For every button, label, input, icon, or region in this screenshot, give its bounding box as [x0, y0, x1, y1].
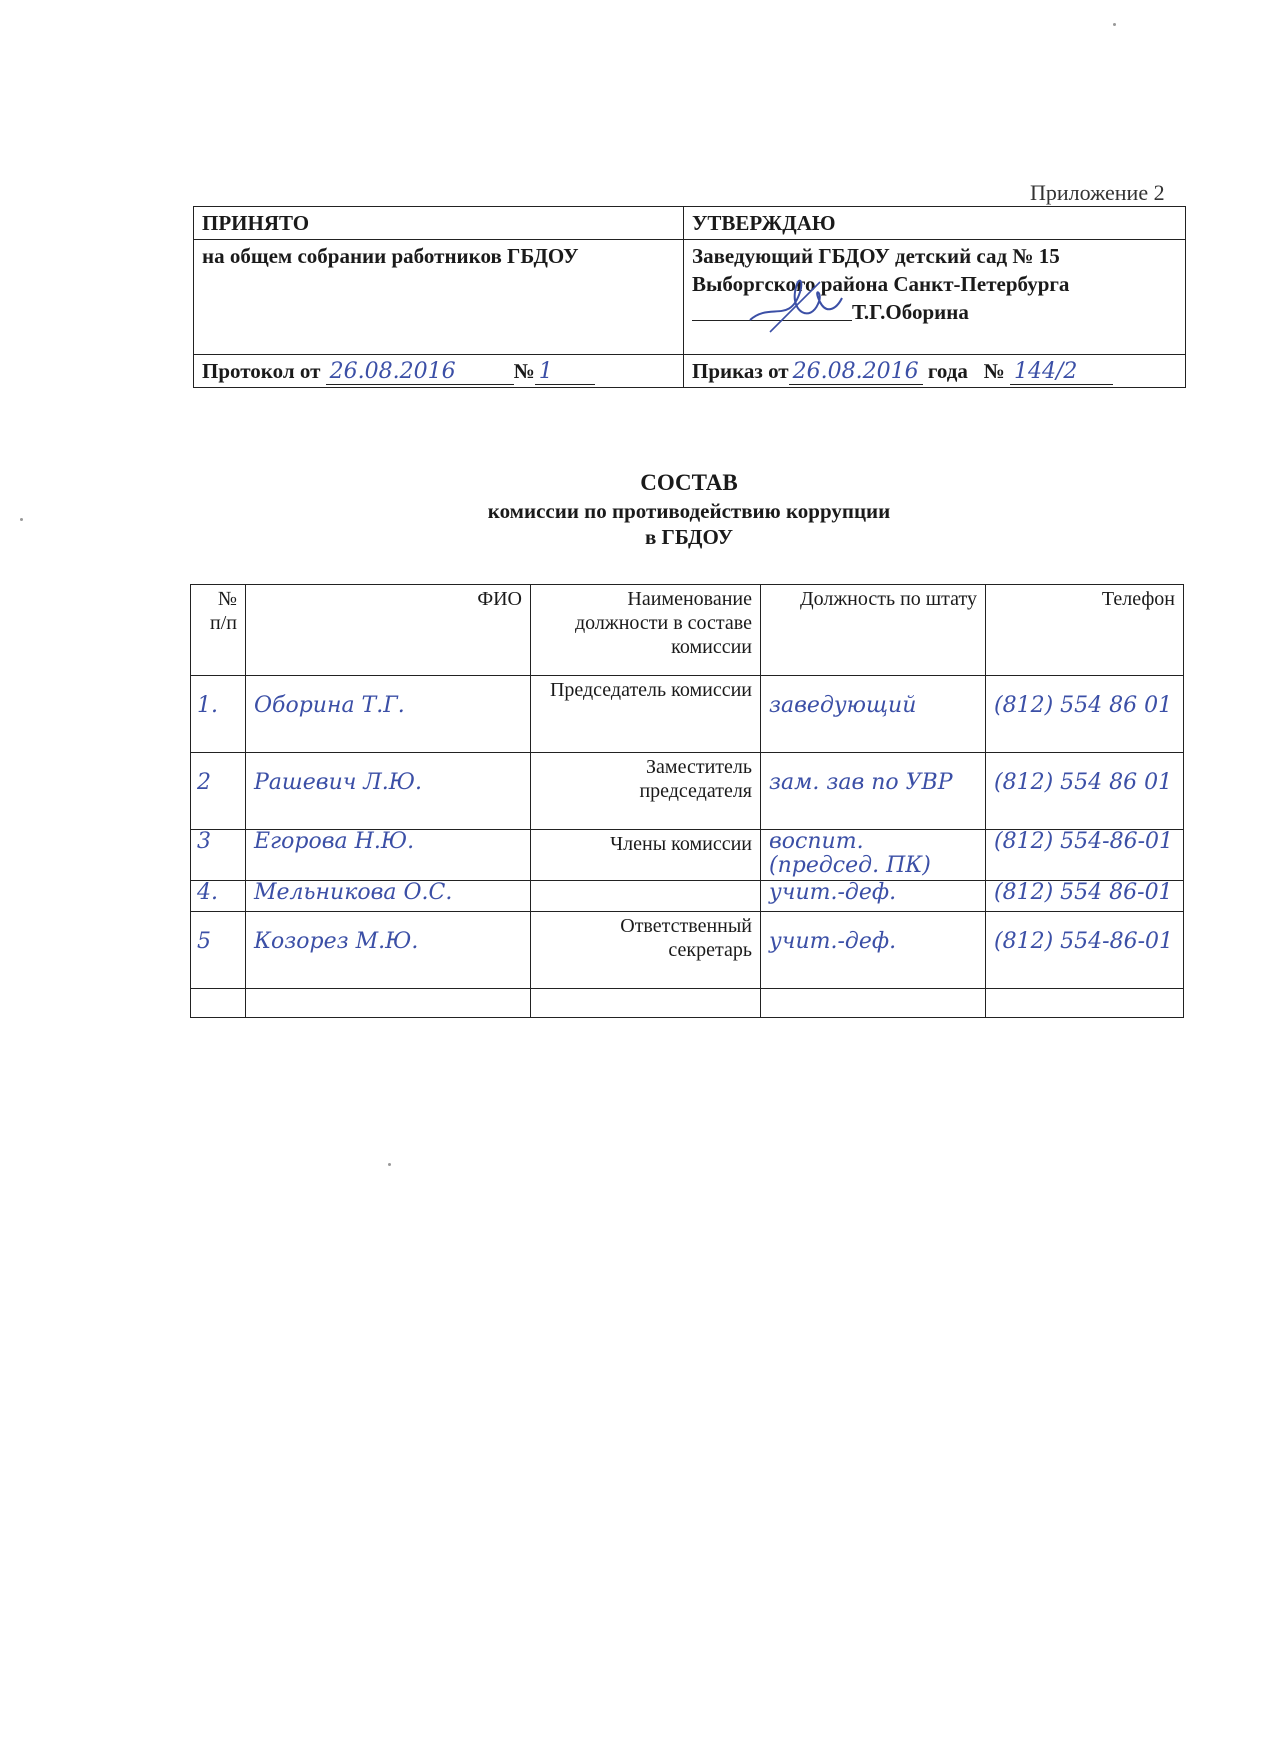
- col-header-num: № п/п: [191, 585, 246, 676]
- head-name: Т.Г.Оборина: [852, 300, 969, 324]
- row-role: Председатель комиссии: [531, 676, 761, 753]
- head-title-line1: Заведующий ГБДОУ детский сад № 15: [692, 244, 1060, 268]
- title-main: СОСТАВ: [640, 470, 738, 495]
- approve-body: [684, 240, 1186, 355]
- order-label: Приказ от: [692, 359, 789, 383]
- col-header-phone: Телефон: [986, 585, 1184, 676]
- scan-speck: [1113, 23, 1116, 26]
- table-row: [191, 881, 1184, 912]
- row-position: воспит. (председ. ПК): [761, 830, 986, 881]
- signature-line: [692, 298, 852, 321]
- row-fio: Егорова Н.Ю.: [246, 830, 531, 881]
- title-line3: в ГБДОУ: [644, 525, 734, 549]
- order-no: 144/2: [1010, 360, 1113, 385]
- row-phone: (812) 554 86 01: [986, 753, 1184, 830]
- row-role: [531, 881, 761, 912]
- appendix-label: Приложение 2: [1030, 180, 1165, 205]
- row-role: [531, 989, 761, 1018]
- row-num: 2: [191, 753, 246, 830]
- row-role: Члены комиссии: [531, 830, 761, 881]
- row-num: 1.: [191, 676, 246, 753]
- approval-table: [193, 206, 1186, 388]
- row-phone: (812) 554 86-01: [986, 881, 1184, 912]
- signature-row: [692, 298, 1177, 326]
- row-position: учит.-деф.: [761, 881, 986, 912]
- row-phone: [986, 989, 1184, 1018]
- order-cell: [684, 355, 1186, 388]
- approve-header: УТВЕРЖДАЮ: [684, 207, 1186, 240]
- scan-speck: [388, 1163, 391, 1166]
- row-fio: [246, 989, 531, 1018]
- row-role: Ответственный секретарь: [531, 912, 761, 989]
- table-row: [191, 912, 1184, 989]
- order-year-label: года: [927, 359, 968, 383]
- row-position: [761, 989, 986, 1018]
- scan-speck: [20, 518, 23, 521]
- row-position: заведующий: [761, 676, 986, 753]
- head-title-line2: Выборгского района Санкт-Петербурга: [692, 272, 1070, 296]
- order-date: 26.08.2016: [789, 360, 923, 385]
- table-row: [191, 830, 1184, 881]
- row-num: [191, 989, 246, 1018]
- row-phone: (812) 554-86-01: [986, 830, 1184, 881]
- col-header-position: Должность по штату: [761, 585, 986, 676]
- row-position: зам. зав по УВР: [761, 753, 986, 830]
- row-fio: Мельникова О.С.: [246, 881, 531, 912]
- row-fio: Козорез М.Ю.: [246, 912, 531, 989]
- table-row: [191, 753, 1184, 830]
- row-fio: Оборина Т.Г.: [246, 676, 531, 753]
- table-header-row: [191, 585, 1184, 676]
- commission-table: [190, 584, 1184, 1018]
- accepted-body: на общем собрании работников ГБДОУ: [194, 240, 684, 355]
- row-position: учит.-деф.: [761, 912, 986, 989]
- row-role: Заместитель председателя: [531, 753, 761, 830]
- row-phone: (812) 554 86 01: [986, 676, 1184, 753]
- row-num: 5: [191, 912, 246, 989]
- row-phone: (812) 554-86-01: [986, 912, 1184, 989]
- row-num: 3: [191, 830, 246, 881]
- table-row: [191, 676, 1184, 753]
- document-title: [193, 468, 1185, 550]
- protocol-no-label: №: [513, 359, 535, 383]
- table-row-empty: [191, 989, 1184, 1018]
- accepted-header: ПРИНЯТО: [194, 207, 684, 240]
- title-line2: комиссии по противодействию коррупции: [487, 499, 891, 523]
- row-fio: Рашевич Л.Ю.: [246, 753, 531, 830]
- protocol-no: 1: [535, 360, 595, 385]
- col-header-role: Наименование должности в составе комиссии: [531, 585, 761, 676]
- row-num: 4.: [191, 881, 246, 912]
- protocol-date: 26.08.2016: [326, 360, 514, 385]
- protocol-cell: [194, 355, 684, 388]
- order-no-label: №: [983, 359, 1005, 383]
- col-header-fio: ФИО: [246, 585, 531, 676]
- protocol-label: Протокол от: [202, 359, 321, 383]
